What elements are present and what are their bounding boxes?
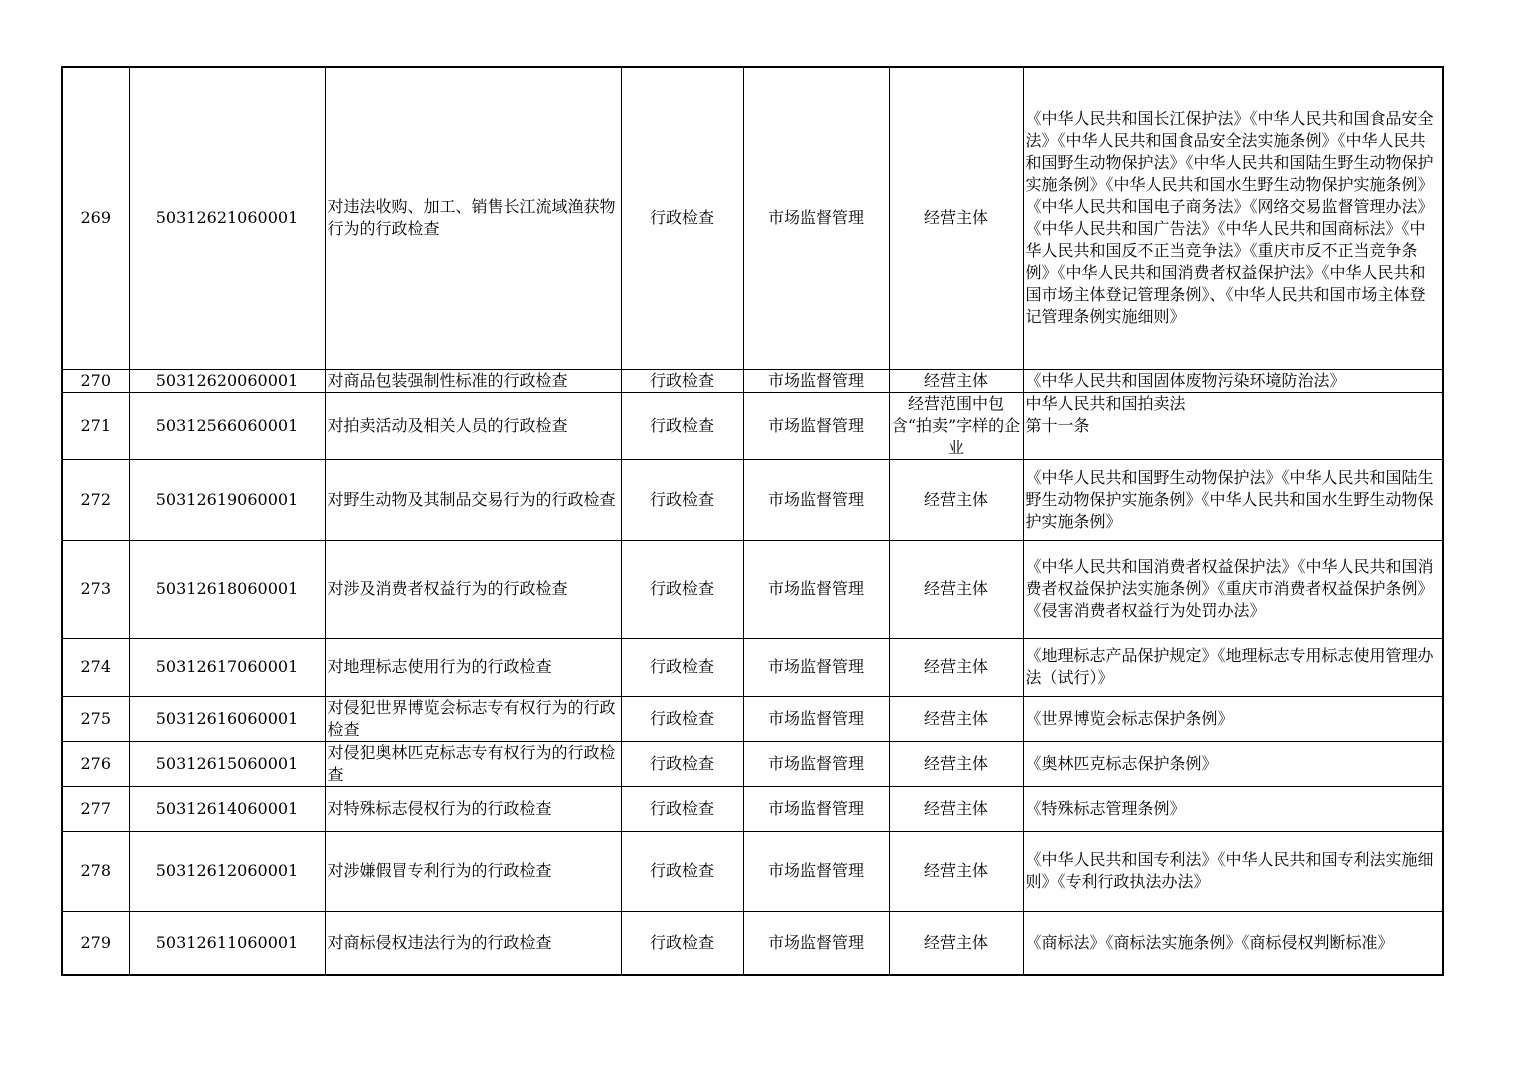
item-name: 对商标侵权违法行为的行政检查 xyxy=(325,911,621,975)
row-number: 274 xyxy=(62,638,129,696)
row-number: 276 xyxy=(62,741,129,786)
item-scope: 经营主体 xyxy=(889,67,1023,369)
legal-basis: 《中华人民共和国消费者权益保护法》《中华人民共和国消费者权益保护法实施条例》《重庆市消费者权益保护条例》《侵害消费者权益行为处罚办法》 xyxy=(1023,540,1443,638)
table-body xyxy=(62,67,1443,975)
item-name: 对违法收购、加工、销售长江流域渔获物行为的行政检查 xyxy=(325,67,621,369)
item-field: 市场监督管理 xyxy=(743,831,889,911)
item-scope: 经营范围中包含“拍卖”字样的企业 xyxy=(889,392,1023,459)
item-scope: 经营主体 xyxy=(889,741,1023,786)
item-type: 行政检查 xyxy=(621,831,743,911)
item-field: 市场监督管理 xyxy=(743,911,889,975)
item-type: 行政检查 xyxy=(621,638,743,696)
row-number: 270 xyxy=(62,369,129,392)
item-scope: 经营主体 xyxy=(889,786,1023,831)
table-row xyxy=(62,786,1443,831)
legal-basis: 《中华人民共和国长江保护法》《中华人民共和国食品安全法》《中华人民共和国食品安全法实施条例》《中华人民共和国野生动物保护法》《中华人民共和国陆生野生动物保护实施条例》《中华人民共和国水生野生动物保护实施条例》《中华人民共和国电子商务法》《网络交易监督管理办法》《中华人民共和国广告法》《中华人民共和国商标法》《中华人民共和国反不正当竞争法》《重庆市反不正当竞争条例》《中华人民共和国消费者权益保护法》《中华人民共和国市场主体登记管理条例》、《中华人民共和国市场主体登记管理条例实施细则》 xyxy=(1023,67,1443,369)
item-name: 对侵犯世界博览会标志专有权行为的行政检查 xyxy=(325,696,621,741)
legal-basis: 《中华人民共和国固体废物污染环境防治法》 xyxy=(1023,369,1443,392)
table-row xyxy=(62,911,1443,975)
item-scope: 经营主体 xyxy=(889,696,1023,741)
item-scope: 经营主体 xyxy=(889,911,1023,975)
item-type: 行政检查 xyxy=(621,741,743,786)
item-field: 市场监督管理 xyxy=(743,540,889,638)
item-name: 对拍卖活动及相关人员的行政检查 xyxy=(325,392,621,459)
table-row xyxy=(62,638,1443,696)
item-type: 行政检查 xyxy=(621,540,743,638)
row-number: 277 xyxy=(62,786,129,831)
row-number: 269 xyxy=(62,67,129,369)
item-scope: 经营主体 xyxy=(889,540,1023,638)
item-field: 市场监督管理 xyxy=(743,786,889,831)
item-field: 市场监督管理 xyxy=(743,696,889,741)
row-number: 272 xyxy=(62,459,129,540)
item-type: 行政检查 xyxy=(621,459,743,540)
item-field: 市场监督管理 xyxy=(743,67,889,369)
item-scope: 经营主体 xyxy=(889,459,1023,540)
item-field: 市场监督管理 xyxy=(743,638,889,696)
item-field: 市场监督管理 xyxy=(743,392,889,459)
inspection-items-table xyxy=(61,66,1444,976)
item-name: 对侵犯奥林匹克标志专有权行为的行政检查 xyxy=(325,741,621,786)
table-row xyxy=(62,741,1443,786)
item-field: 市场监督管理 xyxy=(743,459,889,540)
item-name: 对地理标志使用行为的行政检查 xyxy=(325,638,621,696)
legal-basis: 《商标法》《商标法实施条例》《商标侵权判断标准》 xyxy=(1023,911,1443,975)
table-row xyxy=(62,696,1443,741)
legal-basis: 《中华人民共和国专利法》《中华人民共和国专利法实施细则》《专利行政执法办法》 xyxy=(1023,831,1443,911)
item-field: 市场监督管理 xyxy=(743,741,889,786)
table-row xyxy=(62,67,1443,369)
item-code: 50312614060001 xyxy=(129,786,325,831)
item-code: 50312621060001 xyxy=(129,67,325,369)
table-row xyxy=(62,540,1443,638)
legal-basis: 《特殊标志管理条例》 xyxy=(1023,786,1443,831)
item-type: 行政检查 xyxy=(621,786,743,831)
item-code: 50312616060001 xyxy=(129,696,325,741)
item-type: 行政检查 xyxy=(621,392,743,459)
item-code: 50312620060001 xyxy=(129,369,325,392)
legal-basis: 《世界博览会标志保护条例》 xyxy=(1023,696,1443,741)
row-number: 279 xyxy=(62,911,129,975)
table-row xyxy=(62,459,1443,540)
row-number: 275 xyxy=(62,696,129,741)
item-name: 对涉及消费者权益行为的行政检查 xyxy=(325,540,621,638)
item-type: 行政检查 xyxy=(621,696,743,741)
item-name: 对商品包装强制性标准的行政检查 xyxy=(325,369,621,392)
item-code: 50312615060001 xyxy=(129,741,325,786)
item-type: 行政检查 xyxy=(621,369,743,392)
item-code: 50312619060001 xyxy=(129,459,325,540)
item-name: 对野生动物及其制品交易行为的行政检查 xyxy=(325,459,621,540)
row-number: 278 xyxy=(62,831,129,911)
item-code: 50312611060001 xyxy=(129,911,325,975)
row-number: 273 xyxy=(62,540,129,638)
item-code: 50312618060001 xyxy=(129,540,325,638)
row-number: 271 xyxy=(62,392,129,459)
item-type: 行政检查 xyxy=(621,67,743,369)
legal-basis: 《地理标志产品保护规定》《地理标志专用标志使用管理办法（试行）》 xyxy=(1023,638,1443,696)
table-row xyxy=(62,392,1443,459)
legal-basis: 《奥林匹克标志保护条例》 xyxy=(1023,741,1443,786)
item-scope: 经营主体 xyxy=(889,638,1023,696)
item-field: 市场监督管理 xyxy=(743,369,889,392)
legal-basis: 中华人民共和国拍卖法 第十一条 xyxy=(1023,392,1443,459)
item-scope: 经营主体 xyxy=(889,831,1023,911)
item-code: 50312566060001 xyxy=(129,392,325,459)
item-name: 对特殊标志侵权行为的行政检查 xyxy=(325,786,621,831)
item-name: 对涉嫌假冒专利行为的行政检查 xyxy=(325,831,621,911)
item-code: 50312617060001 xyxy=(129,638,325,696)
table-row xyxy=(62,369,1443,392)
item-scope: 经营主体 xyxy=(889,369,1023,392)
legal-basis: 《中华人民共和国野生动物保护法》《中华人民共和国陆生野生动物保护实施条例》《中华人民共和国水生野生动物保护实施条例》 xyxy=(1023,459,1443,540)
table-row xyxy=(62,831,1443,911)
item-type: 行政检查 xyxy=(621,911,743,975)
item-code: 50312612060001 xyxy=(129,831,325,911)
